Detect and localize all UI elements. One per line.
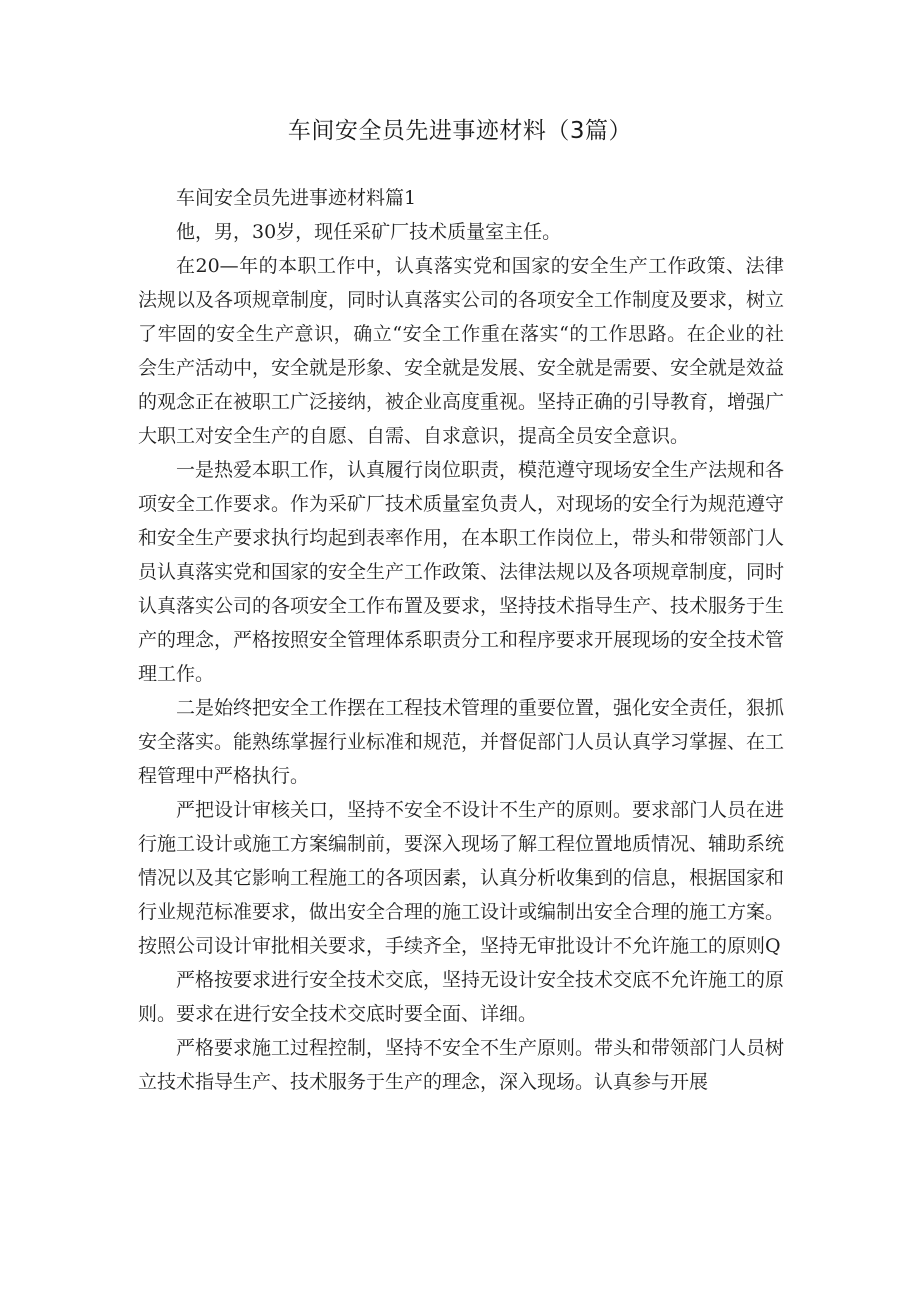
document-body — [138, 181, 784, 1099]
paragraph-design-review: 严把设计审核关口，坚持不安全不设计不生产的原则。要求部门人员在进行施工设计或施工方案编制前，要深入现场了解工程位置地质情况、辅助系统情况以及其它影响工程施工的各项因素，认真分析收集到的信息，根据国家和行业规范标准要求，做出安全合理的施工设计或编制出安全合理的施工方案。按照公司设计审批相关要求，手续齐全，坚持无审批设计不允许施工的原则Q — [138, 799, 785, 957]
paragraph-technical-briefing: 严格按要求进行安全技术交底，坚持无设计安全技术交底不允许施工的原则。要求在进行安全技术交底时要全面、详细。 — [138, 969, 785, 1025]
paragraph-intro: 他，男，30岁，现任采矿厂技术质量室主任。 — [176, 221, 562, 243]
document-title: 车间安全员先进事迹材料（3篇） — [287, 118, 633, 144]
paragraph-safety-policy: 在20—年的本职工作中，认真落实党和国家的安全生产工作政策、法律法规以及各项规章制度，同时认真落实公司的各项安全工作制度及要求，树立了牢固的安全生产意识，确立“安全工作重在落实“的工作思路。在企业的社会生产活动中，安全就是形象、安全就是发展、安全就是需要、安全就是效益的观念正在被职工广泛接纳，被企业高度重视。坚持正确的引导教育，增强广大职工对安全生产的自愿、自需、自求意识，提高全员安全意识。 — [138, 255, 785, 447]
paragraph-point-one: 一是热爱本职工作，认真履行岗位职责，模范遵守现场安全生产法规和各项安全工作要求。作为采矿厂技术质量室负责人，对现场的安全行为规范遵守和安全生产要求执行均起到表率作用，在本职工作岗位上，带头和带领部门人员认真落实党和国家的安全生产工作政策、法律法规以及各项规章制度，同时认真落实公司的各项安全工作布置及要求，坚持技术指导生产、技术服务于生产的理念，严格按照安全管理体系职责分工和程序要求开展现场的安全技术管理工作。 — [138, 459, 785, 685]
paragraph-point-two: 二是始终把安全工作摆在工程技术管理的重要位置，强化安全责任，狠抓安全落实。能熟练掌握行业标准和规范，并督促部门人员认真学习掌握、在工程管理中严格执行。 — [138, 697, 785, 787]
section-heading: 车间安全员先进事迹材料篇1 — [176, 187, 417, 209]
paragraph-process-control: 严格要求施工过程控制，坚持不安全不生产原则。带头和带领部门人员树立技术指导生产、技术服务于生产的理念，深入现场。认真参与开展 — [138, 1037, 785, 1093]
